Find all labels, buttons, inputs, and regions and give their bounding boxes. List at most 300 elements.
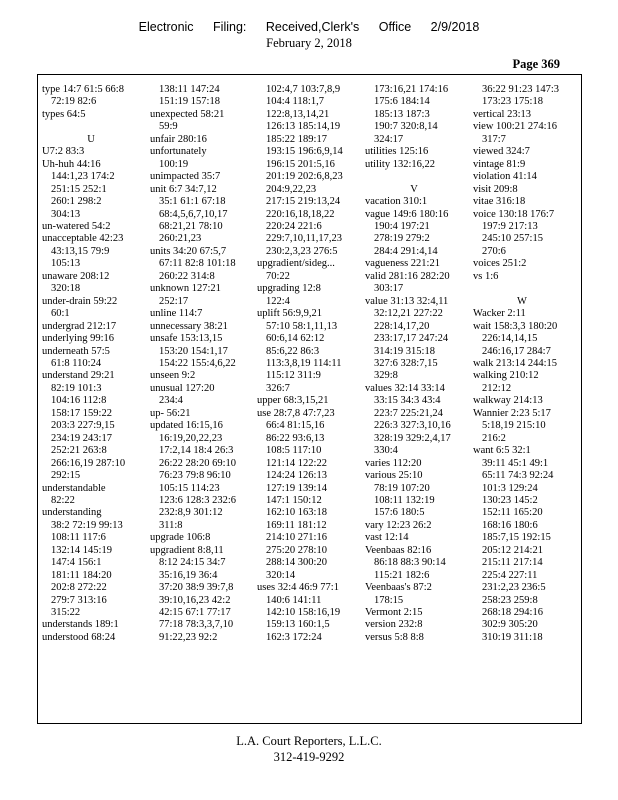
index-entry [365, 470, 463, 482]
index-text: 126:13 185:14,19 [266, 121, 341, 133]
index-continuation [42, 383, 140, 395]
index-continuation [473, 346, 571, 358]
index-continuation [150, 433, 248, 445]
index-text: 122:4 [266, 295, 290, 307]
index-entry [473, 196, 571, 208]
index-continuation [257, 495, 355, 507]
index-text: 35:16,19 36:4 [159, 569, 218, 581]
index-continuation [473, 507, 571, 519]
index-text: 315:22 [51, 607, 81, 619]
index-text: 226:3 327:3,10,16 [374, 420, 451, 432]
index-entry [42, 632, 140, 644]
index-text: 193:15 196:6,9,14 [266, 146, 343, 158]
index-text: unfortunately [150, 146, 207, 158]
index-column-1 [42, 84, 140, 644]
page-number: Page 369 [512, 57, 560, 71]
index-text: 82:22 [51, 494, 75, 506]
index-continuation [150, 358, 248, 370]
index-text: 39:10,16,23 42:2 [159, 594, 231, 606]
index-continuation [473, 470, 571, 482]
index-continuation [257, 483, 355, 495]
index-text: 35:1 61:1 67:18 [159, 196, 226, 208]
index-column-4 [365, 84, 463, 644]
index-text: 302:9 305:20 [482, 619, 538, 631]
index-text: 76:23 79:8 96:10 [159, 470, 231, 482]
index-entry [365, 271, 463, 283]
index-continuation [150, 483, 248, 495]
index-entry [42, 233, 140, 245]
index-text: 225:4 227:11 [482, 569, 538, 581]
index-continuation [42, 196, 140, 208]
index-text: 152:11 165:20 [482, 507, 543, 519]
index-text: Vermont 2:15 [365, 607, 423, 619]
index-continuation [42, 545, 140, 557]
index-entry [365, 209, 463, 221]
index-continuation [150, 495, 248, 507]
index-text: 147:1 150:12 [266, 494, 322, 506]
index-continuation [257, 607, 355, 619]
index-text: 158:17 159:22 [51, 407, 112, 419]
index-continuation [150, 507, 248, 519]
index-text: underlying 99:16 [42, 333, 115, 345]
letter-heading [365, 184, 463, 196]
index-continuation [150, 520, 248, 532]
index-continuation [257, 96, 355, 108]
index-text: 288:14 300:20 [266, 557, 327, 569]
index-text: 310:19 311:18 [482, 631, 543, 643]
index-entry [150, 370, 248, 382]
index-continuation [257, 557, 355, 569]
filing-header-part: Received,Clerk's [265, 20, 360, 34]
index-text: walking 210:12 [473, 370, 539, 382]
index-text: 162:10 163:18 [266, 507, 327, 519]
index-text: 304:13 [51, 208, 81, 220]
index-text: 204:9,22,23 [266, 183, 317, 195]
index-entry [473, 109, 571, 121]
index-text: type 14:7 61:5 66:8 [42, 84, 124, 95]
index-text: 185:13 187:3 [374, 108, 430, 120]
index-entry [365, 582, 463, 594]
index-continuation [365, 121, 463, 133]
index-text: unexpected 58:21 [150, 108, 225, 120]
index-text: voices 251:2 [473, 258, 527, 270]
index-entry [42, 370, 140, 382]
index-text: 113:3,8,19 114:11 [266, 357, 342, 369]
index-text: 314:19 315:18 [374, 345, 435, 357]
index-text: 278:19 279:2 [374, 233, 430, 245]
index-text: 284:4 291:4,14 [374, 245, 438, 257]
letter-heading [473, 296, 571, 308]
index-continuation [42, 607, 140, 619]
index-text: 220:24 221:6 [266, 220, 322, 232]
index-text: 59:9 [159, 121, 178, 133]
index-text: 185:7,15 192:15 [482, 532, 551, 544]
filing-header-part: Filing: [213, 20, 247, 34]
index-continuation [150, 84, 248, 96]
index-continuation [473, 458, 571, 470]
index-text: 324:17 [374, 133, 404, 145]
index-text: 212:12 [482, 382, 512, 394]
index-text: walkway 214:13 [473, 395, 543, 407]
index-continuation [257, 470, 355, 482]
index-text: 151:19 157:18 [159, 96, 220, 108]
index-column-3 [257, 84, 355, 644]
index-continuation [473, 545, 571, 557]
index-text: 223:7 225:21,24 [374, 407, 443, 419]
index-text: 85:6,22 86:3 [266, 345, 320, 357]
index-text: 26:22 28:20 69:10 [159, 457, 237, 469]
index-text: 202:8 272:22 [51, 582, 107, 594]
index-text: 78:19 107:20 [374, 482, 430, 494]
index-text: vary 12:23 26:2 [365, 519, 432, 531]
index-entry [150, 532, 248, 544]
index-text: 17:2,14 18:4 26:3 [159, 445, 234, 457]
index-continuation [365, 221, 463, 233]
index-text: 260:21,23 [159, 233, 202, 245]
index-text: 108:11 117:6 [51, 532, 106, 544]
index-entry [42, 146, 140, 158]
index-text: 101:3 129:24 [482, 482, 538, 494]
index-text: valid 281:16 282:20 [365, 270, 450, 282]
index-continuation [150, 595, 248, 607]
index-text: 197:9 217:13 [482, 220, 538, 232]
index-text: vertical 23:13 [473, 108, 532, 120]
index-text: 311:8 [159, 519, 183, 531]
index-continuation [257, 570, 355, 582]
index-text: 168:16 180:6 [482, 519, 538, 531]
index-text: Veenbaas's 87:2 [365, 582, 432, 594]
index-text: 130:23 145:2 [482, 494, 538, 506]
index-continuation [365, 395, 463, 407]
index-text: 5:18,19 215:10 [482, 420, 546, 432]
index-continuation [473, 582, 571, 594]
index-entry [365, 532, 463, 544]
index-text: 70:22 [266, 270, 290, 282]
index-entry [473, 370, 571, 382]
index-continuation [365, 483, 463, 495]
index-entry [150, 146, 248, 158]
index-continuation [365, 570, 463, 582]
index-text: visit 209:8 [473, 183, 518, 195]
index-entry [42, 271, 140, 283]
index-continuation [365, 433, 463, 445]
index-text: Wannier 2:23 5:17 [473, 407, 551, 419]
index-continuation [150, 196, 248, 208]
index-text: unit 6:7 34:7,12 [150, 183, 217, 195]
index-text: unimpacted 35:7 [150, 171, 221, 183]
index-text: 104:16 112:8 [51, 395, 107, 407]
index-continuation [473, 532, 571, 544]
index-text: 77:18 78:3,3,7,10 [159, 619, 234, 631]
index-entry [473, 395, 571, 407]
index-entry [365, 146, 463, 158]
index-text: V [410, 183, 418, 195]
index-entry [365, 632, 463, 644]
index-text: 60:1 [51, 308, 70, 320]
index-entry [42, 321, 140, 333]
index-entry [365, 619, 463, 631]
index-continuation [473, 607, 571, 619]
index-entry [257, 408, 355, 420]
index-text: 260:1 298:2 [51, 196, 102, 208]
index-entry [150, 109, 248, 121]
index-continuation [473, 570, 571, 582]
index-text: 215:11 217:14 [482, 557, 543, 569]
index-text: 33:15 34:3 43:4 [374, 395, 441, 407]
index-text: 266:16,19 287:10 [51, 457, 126, 469]
index-text: 203:3 227:9,15 [51, 420, 115, 432]
index-continuation [42, 283, 140, 295]
index-continuation [42, 246, 140, 258]
index-text: 190:7 320:8,14 [374, 121, 438, 133]
index-continuation [365, 557, 463, 569]
index-continuation [150, 395, 248, 407]
index-text: unsafe 153:13,15 [150, 333, 223, 345]
index-continuation [257, 545, 355, 557]
index-text: 303:17 [374, 283, 404, 295]
index-continuation [42, 184, 140, 196]
index-text: 38:2 72:19 99:13 [51, 519, 123, 531]
index-text: 173:16,21 174:16 [374, 84, 449, 95]
index-text: 105:13 [51, 258, 81, 270]
index-text: want 6:5 32:1 [473, 445, 531, 457]
index-continuation [257, 109, 355, 121]
index-text: understandable [42, 482, 106, 494]
index-continuation [473, 420, 571, 432]
index-text: 104:4 118:1,7 [266, 96, 324, 108]
index-entry [365, 196, 463, 208]
index-entry [257, 582, 355, 594]
index-text: understanding [42, 507, 102, 519]
index-continuation [473, 383, 571, 395]
index-text: U7:2 83:3 [42, 146, 85, 158]
index-continuation [42, 570, 140, 582]
index-text: 86:18 88:3 90:14 [374, 557, 446, 569]
index-entry [473, 184, 571, 196]
index-continuation [365, 346, 463, 358]
index-continuation [473, 557, 571, 569]
index-continuation [257, 134, 355, 146]
index-text: 68:21,21 78:10 [159, 220, 223, 232]
index-text: 232:8,9 301:12 [159, 507, 223, 519]
index-text: 82:19 101:3 [51, 382, 102, 394]
index-continuation [365, 246, 463, 258]
index-continuation [257, 532, 355, 544]
index-text: 169:11 181:12 [266, 519, 327, 531]
index-text: unnecessary 38:21 [150, 320, 228, 332]
index-continuation [42, 420, 140, 432]
index-text: 217:15 219:13,24 [266, 196, 341, 208]
index-continuation [257, 221, 355, 233]
index-entry [473, 171, 571, 183]
index-continuation [473, 221, 571, 233]
index-continuation [257, 146, 355, 158]
index-text: 123:6 128:3 232:6 [159, 494, 237, 506]
index-text: 216:2 [482, 432, 506, 444]
index-continuation [42, 358, 140, 370]
index-continuation [365, 370, 463, 382]
index-continuation [42, 445, 140, 457]
index-entry [257, 258, 355, 270]
index-entry [473, 308, 571, 320]
index-continuation [365, 445, 463, 457]
index-text: 138:11 147:24 [159, 84, 220, 95]
index-text: 279:7 313:16 [51, 594, 107, 606]
index-entry [365, 607, 463, 619]
index-text: 234:19 243:17 [51, 432, 112, 444]
index-continuation [365, 233, 463, 245]
index-continuation [473, 246, 571, 258]
index-text: 140:6 141:11 [266, 594, 322, 606]
index-text: voice 130:18 176:7 [473, 208, 555, 220]
index-entry [150, 184, 248, 196]
index-continuation [257, 184, 355, 196]
index-text: W [517, 295, 527, 307]
index-text: 173:23 175:18 [482, 96, 543, 108]
index-entry [42, 221, 140, 233]
index-entry [42, 483, 140, 495]
index-text: vast 12:14 [365, 532, 409, 544]
index-continuation [150, 570, 248, 582]
index-continuation [257, 333, 355, 345]
index-continuation [150, 271, 248, 283]
index-continuation [42, 495, 140, 507]
index-text: various 25:10 [365, 470, 423, 482]
index-entry [257, 308, 355, 320]
index-continuation [150, 233, 248, 245]
index-text: 228:14,17,20 [374, 320, 430, 332]
index-continuation [365, 408, 463, 420]
index-text: 329:8 [374, 370, 398, 382]
index-continuation [150, 296, 248, 308]
index-text: 37:20 38:9 39:7,8 [159, 582, 234, 594]
filing-header-part: 2/9/2018 [430, 20, 480, 34]
index-text: 72:19 82:6 [51, 96, 97, 108]
filing-header [0, 20, 618, 34]
index-continuation [257, 271, 355, 283]
index-continuation [42, 557, 140, 569]
index-entry [150, 171, 248, 183]
index-continuation [365, 84, 463, 96]
index-text: understand 29:21 [42, 370, 115, 382]
index-text: 67:11 82:8 101:18 [159, 258, 236, 270]
index-entry [365, 383, 463, 395]
index-continuation [42, 582, 140, 594]
index-text: 245:10 257:15 [482, 233, 543, 245]
index-continuation [42, 209, 140, 221]
index-text: unknown 127:21 [150, 283, 221, 295]
index-text: 270:6 [482, 245, 506, 257]
filing-header-part: Office [378, 20, 412, 34]
index-text: types 64:5 [42, 108, 86, 120]
index-continuation [473, 619, 571, 631]
index-text: 268:18 294:16 [482, 607, 543, 619]
index-text: 102:4,7 103:7,8,9 [266, 84, 341, 95]
index-text: 132:14 145:19 [51, 544, 112, 556]
index-text: Wacker 2:11 [473, 308, 526, 320]
index-text: 16:19,20,22,23 [159, 432, 223, 444]
index-entry [150, 321, 248, 333]
index-continuation [42, 171, 140, 183]
index-continuation [365, 358, 463, 370]
index-text: 234:4 [159, 395, 183, 407]
index-continuation [150, 445, 248, 457]
index-text: utility 132:16,22 [365, 158, 436, 170]
index-text: 330:4 [374, 445, 398, 457]
blank-line [473, 283, 571, 295]
index-text: 157:6 180:5 [374, 507, 425, 519]
index-text: upgrade 106:8 [150, 532, 211, 544]
index-continuation [257, 632, 355, 644]
index-entry [365, 296, 463, 308]
index-entry [150, 333, 248, 345]
index-text: 91:22,23 92:2 [159, 631, 218, 643]
index-text: understands 189:1 [42, 619, 119, 631]
index-text: 121:14 122:22 [266, 457, 327, 469]
index-continuation [365, 109, 463, 121]
index-entry [42, 619, 140, 631]
index-text: 36:22 91:23 147:3 [482, 84, 560, 95]
index-text: underneath 57:5 [42, 345, 110, 357]
index-continuation [257, 458, 355, 470]
index-text: 320:18 [51, 283, 81, 295]
index-continuation [150, 458, 248, 470]
index-text: 185:22 189:17 [266, 133, 327, 145]
index-text: view 100:21 274:16 [473, 121, 557, 133]
index-continuation [150, 557, 248, 569]
index-text: 122:8,13,14,21 [266, 108, 330, 120]
index-text: 61:8 110:24 [51, 357, 102, 369]
index-entry [473, 159, 571, 171]
index-text: 292:15 [51, 470, 81, 482]
index-text: unusual 127:20 [150, 382, 215, 394]
index-continuation [42, 308, 140, 320]
index-text: understood 68:24 [42, 631, 116, 643]
index-continuation [365, 333, 463, 345]
index-continuation [257, 595, 355, 607]
index-continuation [257, 619, 355, 631]
index-text: 175:6 184:14 [374, 96, 430, 108]
index-text: 246:16,17 284:7 [482, 345, 551, 357]
index-continuation [365, 495, 463, 507]
index-continuation [473, 595, 571, 607]
index-continuation [42, 433, 140, 445]
index-text: 327:6 328:7,15 [374, 357, 438, 369]
index-text: 252:17 [159, 295, 189, 307]
index-continuation [365, 595, 463, 607]
index-entry [42, 346, 140, 358]
footer-company: L.A. Court Reporters, L.L.C. [236, 734, 382, 748]
index-continuation [150, 221, 248, 233]
index-continuation [365, 420, 463, 432]
index-entry [257, 395, 355, 407]
index-entry [42, 159, 140, 171]
index-text: 178:15 [374, 594, 404, 606]
index-text: 220:16,18,18,22 [266, 208, 335, 220]
index-continuation [257, 370, 355, 382]
index-text: 60:6,14 62:12 [266, 333, 325, 345]
index-text: 233:17,17 247:24 [374, 333, 449, 345]
index-entry [473, 321, 571, 333]
index-text: updated 16:15,16 [150, 420, 223, 432]
index-text: 105:15 114:23 [159, 482, 220, 494]
index-entry [150, 246, 248, 258]
index-entry [473, 408, 571, 420]
footer-phone: 312-419-9292 [273, 750, 345, 764]
index-continuation [257, 321, 355, 333]
index-continuation [473, 233, 571, 245]
index-text: unacceptable 42:23 [42, 233, 124, 245]
